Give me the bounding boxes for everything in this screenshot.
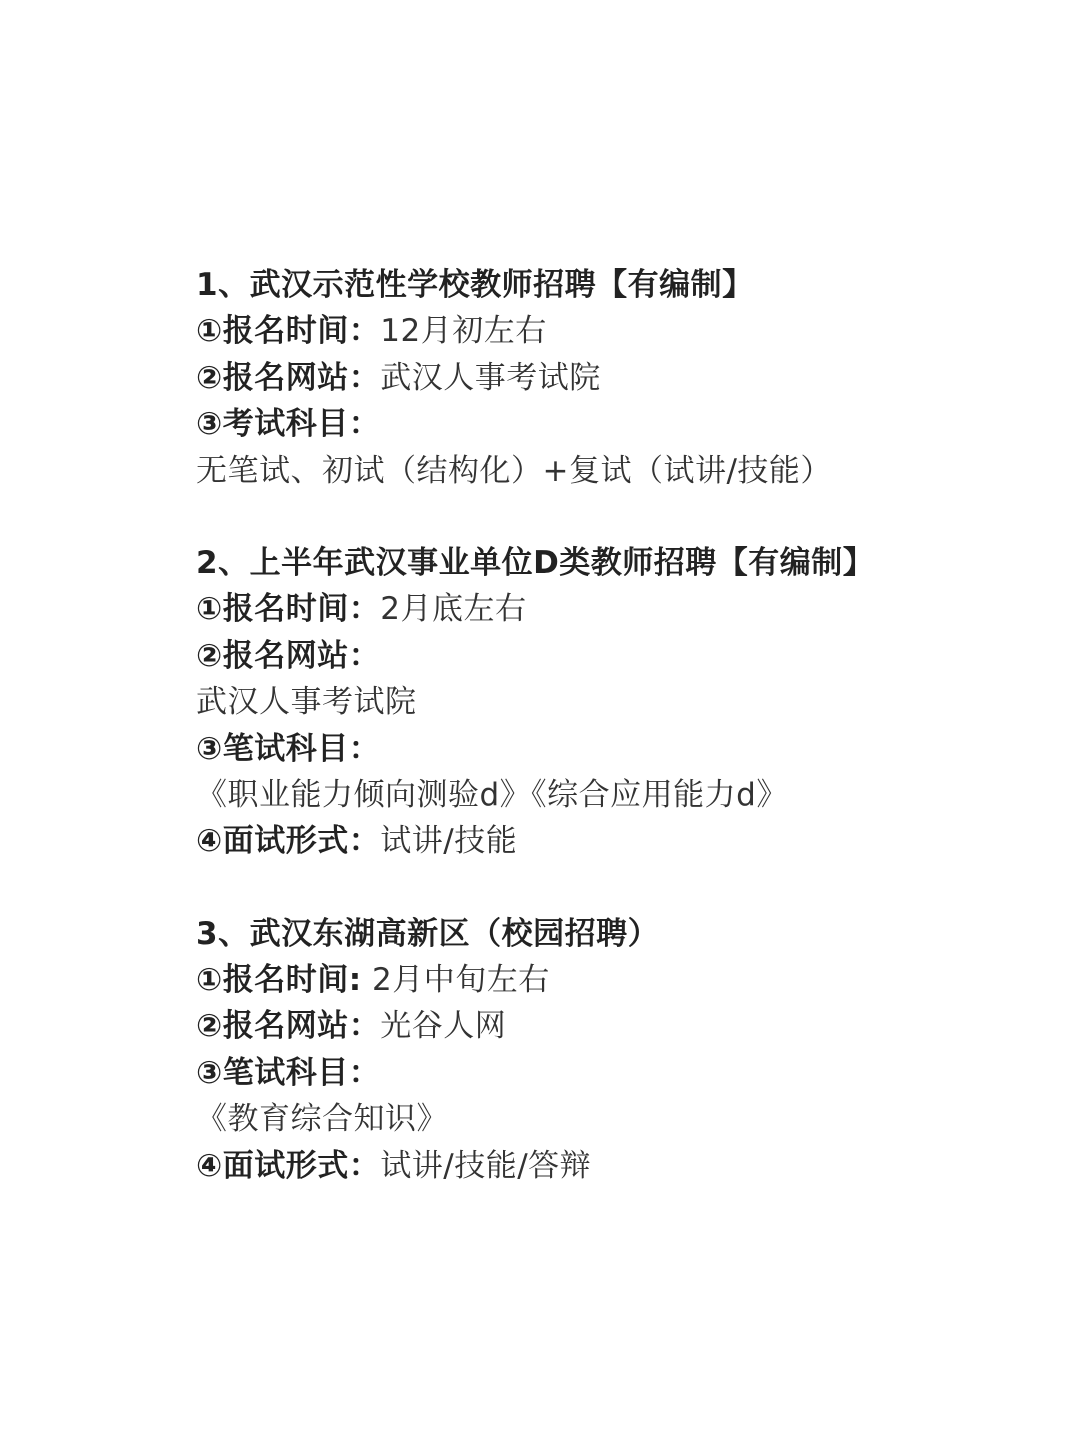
interview-format-label: ④面试形式： — [196, 823, 381, 860]
signup-site-value: 武汉人事考试院 — [196, 684, 417, 721]
section-3-item-3 — [196, 1050, 1056, 1096]
signup-site-label: ②报名网站： — [196, 1008, 381, 1045]
section-2-item-3 — [196, 726, 1056, 772]
signup-time-value: 2月底左右 — [380, 591, 527, 628]
section-2-item-4 — [196, 818, 1056, 864]
exam-subject-label: ③考试科目： — [196, 406, 381, 443]
section-2 — [196, 540, 1056, 865]
signup-time-value: 12月初左右 — [380, 313, 547, 350]
section-2-item-1 — [196, 586, 1056, 632]
section-2-heading: 2、上半年武汉事业单位D类教师招聘【有编制】 — [196, 544, 875, 581]
written-subject-value: 《教育综合知识》 — [196, 1101, 448, 1138]
section-3-item-2 — [196, 1003, 1056, 1049]
signup-time-label: ①报名时间: — [196, 962, 362, 999]
written-subject-label: ③笔试科目： — [196, 730, 381, 767]
section-3-item-4 — [196, 1143, 1056, 1189]
signup-time-value: 2月中旬左右 — [361, 962, 550, 999]
section-3 — [196, 911, 1056, 1189]
signup-site-value: 武汉人事考试院 — [380, 359, 601, 396]
section-1-heading: 1、武汉示范性学校教师招聘【有编制】 — [196, 267, 754, 303]
section-1-item-1 — [196, 308, 1056, 354]
signup-site-label: ②报名网站： — [196, 637, 381, 674]
section-3-heading: 3、武汉东湖高新区（校园招聘） — [196, 915, 660, 952]
section-1 — [196, 262, 1056, 494]
interview-format-label: ④面试形式： — [196, 1147, 381, 1184]
signup-site-label: ②报名网站： — [196, 359, 381, 396]
written-subject-value: 《职业能力倾向测验d》《综合应用能力d》 — [196, 776, 788, 813]
signup-time-label: ①报名时间： — [196, 313, 381, 350]
section-2-item-2 — [196, 633, 1056, 679]
section-3-item-1 — [196, 957, 1056, 1003]
section-1-item-3 — [196, 401, 1056, 447]
document-body — [196, 262, 1056, 1189]
interview-format-value: 试讲/技能/答辩 — [380, 1147, 592, 1184]
signup-site-value: 光谷人网 — [380, 1008, 507, 1045]
signup-time-label: ①报名时间： — [196, 591, 381, 628]
interview-format-value: 试讲/技能 — [380, 823, 518, 860]
written-subject-label: ③笔试科目： — [196, 1054, 381, 1091]
section-1-item-2 — [196, 355, 1056, 401]
exam-subject-value: 无笔试、初试（结构化）+复试（试讲/技能） — [196, 452, 832, 489]
